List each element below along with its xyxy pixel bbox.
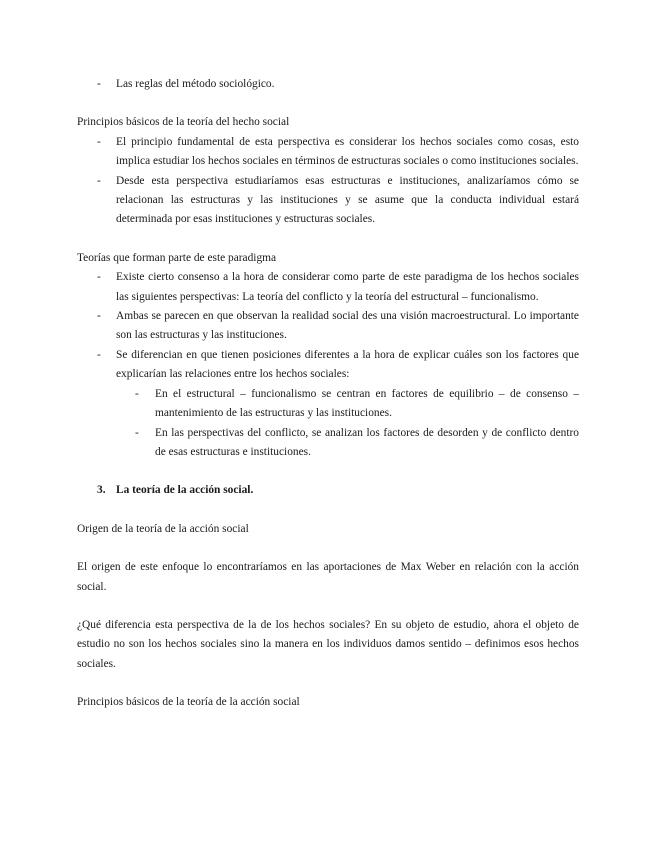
sublist-item (77, 424, 579, 463)
dash-bullet: - (135, 426, 139, 439)
teorias-paradigma-list (77, 268, 579, 384)
heading-origen-accion-social: Origen de la teoría de la acción social (77, 522, 249, 535)
dash-bullet: - (97, 174, 101, 187)
document-page (77, 75, 579, 713)
paragraph-origen: El origen de este enfoque lo encontraríamos en las aportaciones de Max Weber en relación con la acción social. (77, 561, 579, 593)
list-item-text: Las reglas del método sociológico. (116, 78, 275, 90)
paragraph-pregunta: ¿Qué diferencia esta perspectiva de la de los hechos sociales? En su objeto de estudio, ahora el objeto de estudio no son los hechos sociales sino la manera en los individuos damos sentido – definimos esos hechos sociales. (77, 618, 579, 670)
list-item (77, 172, 579, 230)
list-item-text: Existe cierto consenso a la hora de considerar como parte de este paradigma de los hechos sociales las siguientes perspectivas: La teoría del conflicto y la teoría del estructural – funcionalismo. (116, 271, 579, 303)
list-item-text: Se diferencian en que tienen posiciones diferentes a la hora de explicar cuáles son los factores que explicarían las relaciones entre los hechos sociales: (116, 348, 579, 381)
dash-bullet: - (97, 271, 101, 284)
list-item-text: El principio fundamental de esta perspectiva es considerar los hechos sociales como cosas, esto implica estudiar los hechos sociales en términos de estructuras sociales o como instituciones sociales. (116, 135, 579, 168)
section-3-title (77, 481, 579, 500)
dash-bullet: - (97, 310, 101, 323)
heading-principios-accion-social: Principios básicos de la teoría de la acción social (77, 696, 300, 709)
heading-principios-hecho-social: Principios básicos de la teoría del hecho social (77, 116, 290, 129)
sublist-item-text: En las perspectivas del conflicto, se analizan los factores de desorden y de conflicto dentro de esas estructuras e instituciones. (155, 426, 579, 458)
teorias-sublist (77, 385, 579, 463)
list-item (77, 75, 579, 94)
principios-hecho-social-list (77, 133, 579, 230)
intro-list (77, 75, 579, 94)
list-item (77, 346, 579, 385)
list-item (77, 133, 579, 172)
sublist-item-text: En el estructural – funcionalismo se centran en factores de equilibrio – de consenso – mantenimiento de las estructuras y las instituciones. (155, 387, 579, 420)
dash-bullet: - (135, 387, 139, 400)
dash-bullet: - (97, 135, 101, 148)
list-item-text: Desde esta perspectiva estudiaríamos esas estructuras e instituciones, analizaríamos cómo se relacionan las estructuras y las instituciones y se asume que la conducta individual estará determinada por esas instituciones y estructuras sociales. (116, 174, 579, 226)
sublist-item (77, 385, 579, 424)
dash-bullet: - (97, 78, 101, 90)
section-title-text: La teoría de la acción social. (116, 484, 254, 497)
list-item (77, 307, 579, 346)
dash-bullet: - (97, 348, 101, 361)
heading-teorias-paradigma: Teorías que forman parte de este paradigma (77, 251, 277, 264)
list-item-text: Ambas se parecen en que observan la realidad social des una visión macroestructural. Lo importante son las estructuras y las instituciones. (116, 310, 579, 342)
list-item (77, 268, 579, 307)
section-number: 3. (97, 484, 106, 497)
